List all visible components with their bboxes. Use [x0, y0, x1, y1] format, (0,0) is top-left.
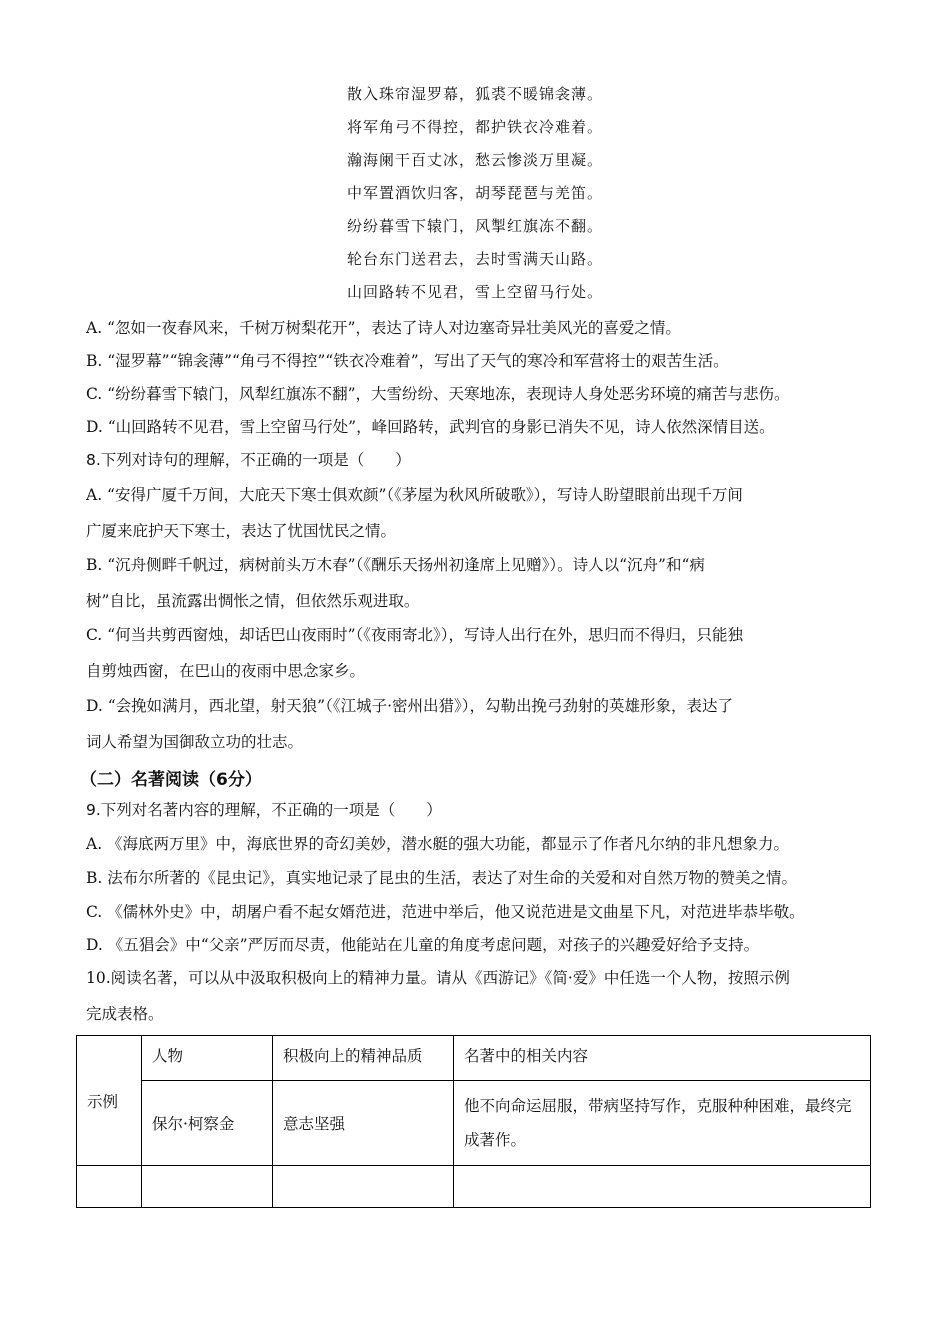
example-person-cell [142, 1081, 273, 1166]
example-content: 他不向命运屈服，带病坚持写作，克服种种困难，最终完成著作。 [464, 1097, 852, 1149]
header-quality: 积极向上的精神品质 [283, 1047, 423, 1065]
example-quality: 意志坚强 [283, 1115, 346, 1133]
blank-cell[interactable] [142, 1166, 273, 1208]
header-cell [273, 1036, 454, 1081]
q9-option-a: A. 《海底两万里》中，海底世界的奇幻美妙，潜水艇的强大功能，都显示了作者凡尔纳的非凡想象力。 [86, 835, 790, 853]
q9-option-b: B. 法布尔所著的《昆虫记》，真实地记录了昆虫的生活，表达了对生命的关爱和对自然万物的赞美之情。 [86, 869, 797, 887]
q7-option-c: C. “纷纷暮雪下辕门，风犁红旗冻不翻”，大雪纷纷、天寒地冻，表现诗人身处恶劣环境的痛苦与悲伤。 [86, 385, 790, 403]
blank-cell[interactable] [77, 1166, 142, 1208]
q7-option-b: B. “湿罗幕”“锦衾薄”“角弓不得控”“铁衣冷难着”，写出了天气的寒冷和军营将士的艰苦生活。 [86, 352, 729, 370]
q8-option-a-cont: 广厦来庇护天下寒士，表达了忧国忧民之情。 [86, 522, 397, 540]
q8-option-b-cont: 树”自比，虽流露出惆怅之情，但依然乐观进取。 [86, 592, 420, 610]
poem-line: 中军置酒饮归客，胡琴琵琶与羌笛。 [346, 184, 603, 202]
poem-line: 散入珠帘湿罗幕，狐裘不暖锦衾薄。 [346, 85, 603, 103]
q8-option-c: C. “何当共剪西窗烛，却话巴山夜雨时”（《夜雨寄北》），写诗人出行在外，思归而不得归，只能独 [86, 626, 744, 644]
q9-stem: 9.下列对名著内容的理解，不正确的一项是（ ） [86, 801, 442, 819]
header-cell [454, 1036, 871, 1081]
example-content-cell [454, 1081, 871, 1166]
q8-stem: 8.下列对诗句的理解，不正确的一项是（ ） [86, 451, 411, 469]
q7-option-a: A. “忽如一夜春风来，千树万树梨花开”，表达了诗人对边塞奇异壮美风光的喜爱之情。 [86, 319, 681, 337]
example-quality-cell [273, 1081, 454, 1166]
q7-option-d: D. “山回路转不见君，雪上空留马行处”，峰回路转，武判官的身影已消失不见，诗人依然深情目送。 [86, 418, 775, 436]
blank-answer-row [77, 1166, 871, 1208]
q9-option-c: C. 《儒林外史》中，胡屠户看不起女婿范进，范进中举后，他又说范进是文曲星下凡，对范进毕恭毕敬。 [86, 903, 805, 921]
poem-line: 纷纷暮雪下辕门，风掣红旗冻不翻。 [346, 217, 603, 235]
section-title: （二）名著阅读（6分） [80, 770, 262, 790]
header-person: 人物 [152, 1047, 184, 1065]
example-label-cell [77, 1036, 142, 1166]
poem-line: 将军角弓不得控，都护铁衣冷难着。 [346, 118, 603, 136]
q9-option-d: D. 《五猖会》中“父亲”严厉而尽责，他能站在儿童的角度考虑问题，对孩子的兴趣爱好给予支持。 [86, 936, 760, 954]
blank-cell[interactable] [454, 1166, 871, 1208]
q10-stem: 10.阅读名著，可以从中汲取积极向上的精神力量。请从《西游记》《简·爱》中任选一个人物，按照示例 [86, 969, 790, 987]
example-label: 示例 [87, 1092, 119, 1111]
poem-line: 轮台东门送君去，去时雪满天山路。 [346, 250, 603, 268]
q8-option-d-cont: 词人希望为国御敌立功的壮志。 [86, 733, 304, 751]
answer-table [76, 1035, 871, 1208]
q8-option-c-cont: 自剪烛西窗，在巴山的夜雨中思念家乡。 [86, 662, 366, 680]
header-cell [142, 1036, 273, 1081]
example-person: 保尔·柯察金 [152, 1115, 235, 1133]
table-header-row [77, 1036, 871, 1081]
poem-line: 山回路转不见君，雪上空留马行处。 [346, 283, 603, 301]
example-row [77, 1081, 871, 1166]
q8-option-b: B. “沉舟侧畔千帆过，病树前头万木春”（《酬乐天扬州初逢席上见赠》）。诗人以“沉舟”和“病 [86, 556, 705, 574]
q8-option-a: A. “安得广厦千万间，大庇天下寒士俱欢颜”（《茅屋为秋风所破歌》），写诗人盼望眼前出现千万间 [86, 486, 743, 504]
blank-cell[interactable] [273, 1166, 454, 1208]
header-content: 名著中的相关内容 [464, 1047, 589, 1065]
q8-option-d: D. “会挽如满月，西北望，射天狼”（《江城子·密州出猎》），勾勒出挽弓劲射的英雄形象，表达了 [86, 697, 734, 715]
q10-stem-cont: 完成表格。 [86, 1005, 164, 1023]
poem-line: 瀚海阑干百丈冰，愁云惨淡万里凝。 [346, 151, 603, 169]
